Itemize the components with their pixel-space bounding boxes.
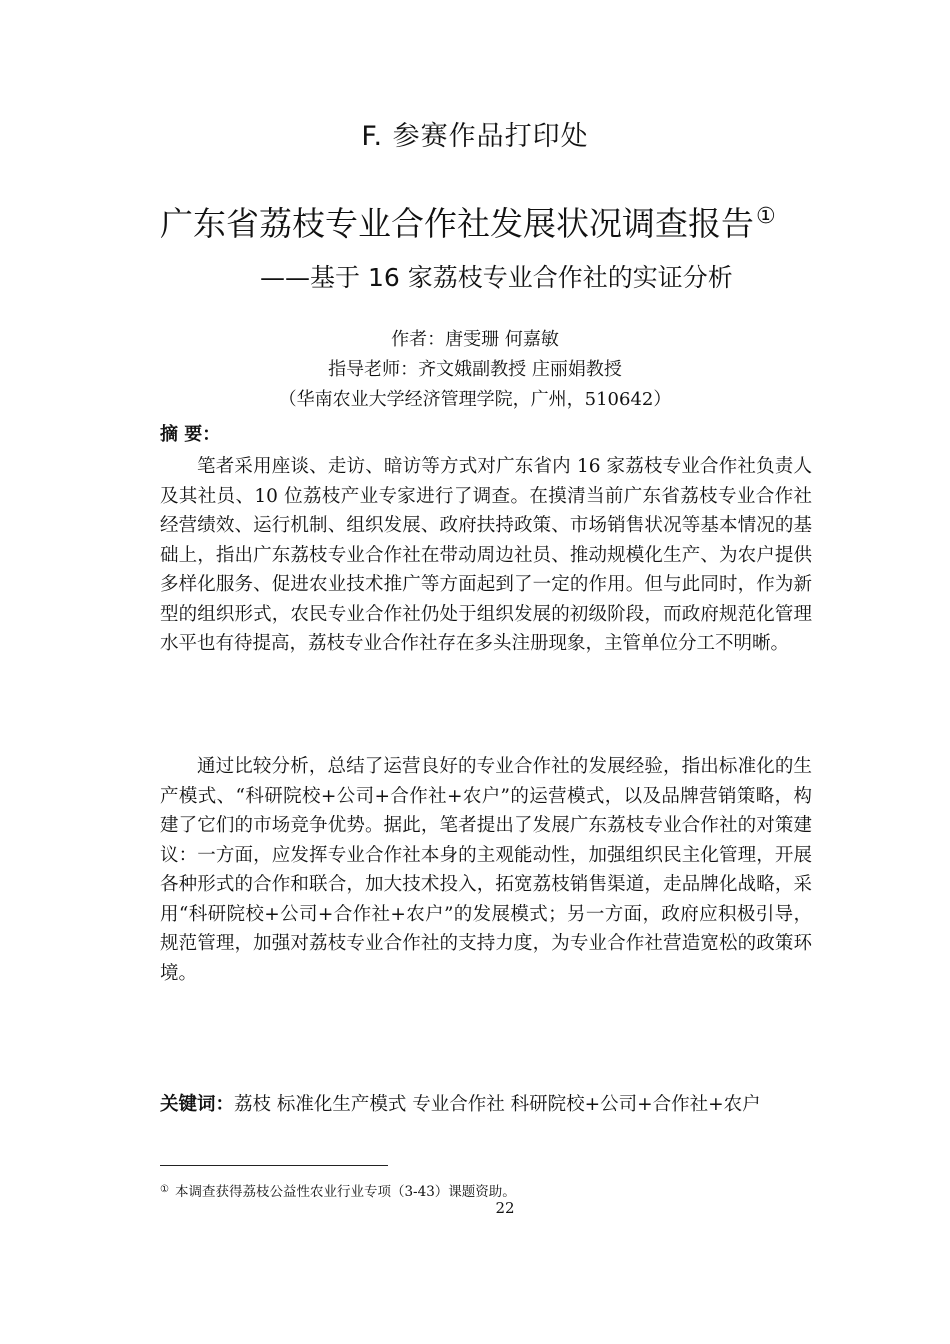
footnote-mark: ① [160, 1184, 169, 1195]
abstract-label: 摘 要： [160, 424, 221, 445]
keywords-label: 关键词： [160, 1094, 235, 1115]
keywords-text: 荔枝 标准化生产模式 专业合作社 科研院校+公司+合作社+农户 [234, 1094, 761, 1115]
section-header: F. 参赛作品打印处 [361, 121, 589, 152]
title-footnote-mark: ① [756, 204, 776, 229]
title-text: 广东省荔枝专业合作社发展状况调查报告 [160, 204, 754, 243]
footnote [160, 1180, 516, 1200]
footnote-divider [160, 1165, 388, 1166]
keywords [160, 1090, 820, 1120]
report-subtitle: ——基于 16 家荔枝专业合作社的实证分析 [260, 263, 733, 292]
affiliation: （华南农业大学经济管理学院，广州，510642） [278, 389, 672, 410]
footnote-text: 本调查获得荔枝公益性农业行业专项（3-43）课题资助。 [174, 1184, 516, 1200]
advisors: 指导老师：齐文娥副教授 庄丽娟教授 [328, 359, 622, 380]
abstract-paragraph-2: 通过比较分析，总结了运营良好的专业合作社的发展经验，指出标准化的生产模式、“科研院校+公司+合作社+农户”的运营模式，以及品牌营销策略，构建了它们的市场竞争优势。据此，笔者提出了发展广东荔枝专业合作社的对策建议：一方面，应发挥专业合作社本身的主观能动性，加强组织民主化管理，开展各种形式的合作和联合，加大技术投入，拓宽荔枝销售渠道，走品牌化战略，采用“科研院校+公司+合作社+农户”的发展模式；另一方面，政府应积极引导，规范管理，加强对荔枝专业合作社的支持力度，为专业合作社营造宽松的政策环境。 [160, 756, 812, 984]
report-title [160, 198, 860, 245]
page-number: 22 [495, 1199, 515, 1217]
authors: 作者：唐雯珊 何嘉敏 [391, 329, 559, 350]
abstract-paragraph-1: 笔者采用座谈、走访、暗访等方式对广东省内 16 家荔枝专业合作社负责人及其社员、10 位荔枝产业专家进行了调查。在摸清当前广东省荔枝专业合作社经营绩效、运行机制、组织发展、政府扶持政策、市场销售状况等基本情况的基础上，指出广东荔枝专业合作社在带动周边社员、推动规模化生产、为农户提供多样化服务、促进农业技术推广等方面起到了一定的作用。但与此同时，作为新型的组织形式，农民专业合作社仍处于组织发展的初级阶段，而政府规范化管理水平也有待提高，荔枝专业合作社存在多头注册现象，主管单位分工不明晰。 [160, 456, 812, 654]
